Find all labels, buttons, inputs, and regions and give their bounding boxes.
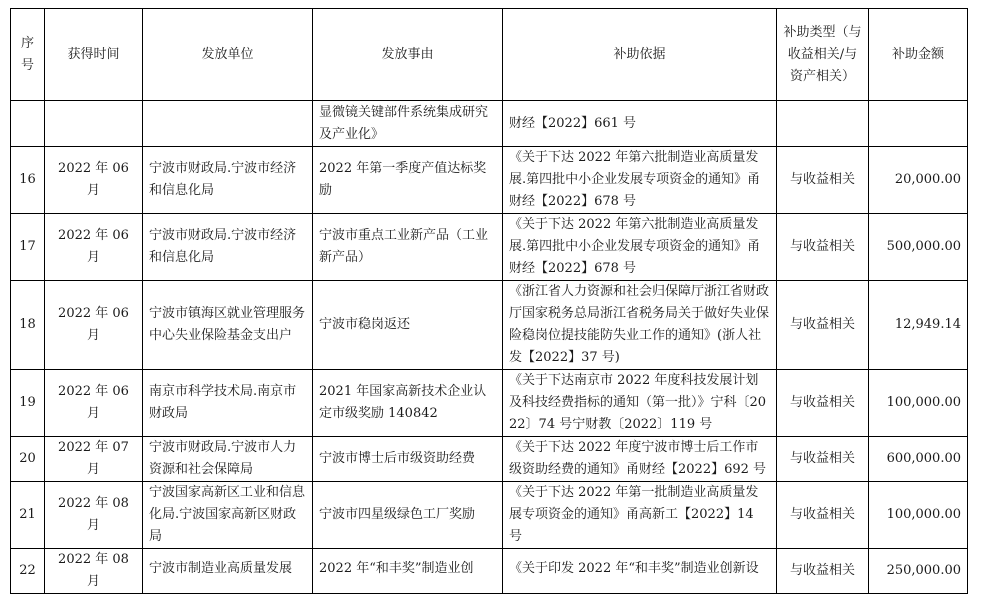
- cell-amount: 20,000.00: [869, 147, 968, 214]
- table-row: [11, 549, 968, 594]
- header-basis: 补助依据: [503, 9, 777, 101]
- header-row: [11, 9, 968, 101]
- table-row: [11, 281, 968, 370]
- cell-date: 2022 年 06 月: [45, 370, 143, 437]
- cell-reason-text: 2022 年“和丰奖”制造业创: [319, 561, 474, 576]
- header-date: 获得时间: [45, 9, 143, 101]
- header-type: 补助类型（与收益相关/与资产相关）: [777, 9, 869, 101]
- cell-amount: 100,000.00: [869, 370, 968, 437]
- cell-issuer: 宁波国家高新区工业和信息化局.宁波国家高新区财政局: [143, 482, 313, 549]
- header-seq: 序号: [11, 9, 45, 101]
- cell-date: 2022 年 07 月: [45, 437, 143, 482]
- cell-issuer: [143, 549, 313, 594]
- table-row: [11, 147, 968, 214]
- header-issuer: 发放单位: [143, 9, 313, 101]
- cell-reason: 宁波市博士后市级资助经费: [313, 437, 503, 482]
- cell-type: 与收益相关: [777, 214, 869, 281]
- cell-basis: 《关于下达 2022 年第一批制造业高质量发展专项资金的通知》甬高新工【2022】14 号: [503, 482, 777, 549]
- cell-date: 2022 年 06 月: [45, 147, 143, 214]
- cell-seq: 21: [11, 482, 45, 549]
- cell-seq: 22: [11, 549, 45, 594]
- cell-type: 与收益相关: [777, 281, 869, 370]
- cell-reason: 2022 年第一季度产值达标奖励: [313, 147, 503, 214]
- cell-seq: 19: [11, 370, 45, 437]
- cell-basis: [503, 549, 777, 594]
- table-row: [11, 482, 968, 549]
- cell-date: 2022 年 08 月: [45, 549, 143, 594]
- cell-basis: 《浙江省人力资源和社会归保障厅浙江省财政厅国家税务总局浙江省税务局关于做好失业保险稳岗位提技能防失业工作的通知》(浙人社发【2022】37 号): [503, 281, 777, 370]
- cell-amount: 600,000.00: [869, 437, 968, 482]
- cell-basis: 财经【2022】661 号: [503, 101, 777, 147]
- cell-issuer: 宁波市财政局.宁波市经济和信息化局: [143, 214, 313, 281]
- cell-reason: [313, 549, 503, 594]
- cell-seq: [11, 101, 45, 147]
- cell-reason: 宁波市四星级绿色工厂奖励: [313, 482, 503, 549]
- cell-type: 与收益相关: [777, 147, 869, 214]
- cell-type: 与收益相关: [777, 370, 869, 437]
- cell-date: 2022 年 06 月: [45, 281, 143, 370]
- table-row: [11, 370, 968, 437]
- subsidy-table: [10, 8, 968, 594]
- cell-reason: 宁波市重点工业新产品（工业新产品）: [313, 214, 503, 281]
- cell-amount: [869, 101, 968, 147]
- cell-issuer: 宁波市财政局.宁波市人力资源和社会保障局: [143, 437, 313, 482]
- cell-seq: 16: [11, 147, 45, 214]
- table-row: [11, 214, 968, 281]
- cell-type: 与收益相关: [777, 437, 869, 482]
- cell-issuer: 宁波市财政局.宁波市经济和信息化局: [143, 147, 313, 214]
- table-row: [11, 101, 968, 147]
- cell-date: 2022 年 08 月: [45, 482, 143, 549]
- cell-basis: 《关于下达 2022 年第六批制造业高质量发展.第四批中小企业发展专项资金的通知》甬财经【2022】678 号: [503, 147, 777, 214]
- cell-type: 与收益相关: [777, 549, 869, 594]
- table-row: [11, 437, 968, 482]
- cell-date: 2022 年 06 月: [45, 214, 143, 281]
- cell-amount: 12,949.14: [869, 281, 968, 370]
- cell-reason: 显微镜关键部件系统集成研究及产业化》: [313, 101, 503, 147]
- cell-issuer: 南京市科学技术局.南京市财政局: [143, 370, 313, 437]
- cell-issuer-text: 宁波市制造业高质量发展: [149, 561, 293, 576]
- cell-reason: 宁波市稳岗返还: [313, 281, 503, 370]
- header-amount: 补助金额: [869, 9, 968, 101]
- cell-amount: 500,000.00: [869, 214, 968, 281]
- header-reason: 发放事由: [313, 9, 503, 101]
- cell-issuer: [143, 101, 313, 147]
- cell-type: [777, 101, 869, 147]
- cell-seq: 17: [11, 214, 45, 281]
- cell-seq: 20: [11, 437, 45, 482]
- cell-date: [45, 101, 143, 147]
- cell-amount: 250,000.00: [869, 549, 968, 594]
- cell-type: 与收益相关: [777, 482, 869, 549]
- cell-issuer: 宁波市镇海区就业管理服务中心失业保险基金支出户: [143, 281, 313, 370]
- cell-basis: 《关于下达 2022 年第六批制造业高质量发展.第四批中小企业发展专项资金的通知》甬财经【2022】678 号: [503, 214, 777, 281]
- cell-seq: 18: [11, 281, 45, 370]
- cell-basis-text: 《关于印发 2022 年“和丰奖”制造业创新设: [509, 561, 759, 576]
- cell-reason: 2021 年国家高新技术企业认定市级奖励 140842: [313, 370, 503, 437]
- cell-amount: 100,000.00: [869, 482, 968, 549]
- cell-basis: 《关于下达 2022 年度宁波市博士后工作市级资助经费的通知》甬财经【2022】692 号: [503, 437, 777, 482]
- cell-basis: 《关于下达南京市 2022 年度科技发展计划及科技经费指标的通知（第一批）》宁科〔2022〕74 号宁财教〔2022〕119 号: [503, 370, 777, 437]
